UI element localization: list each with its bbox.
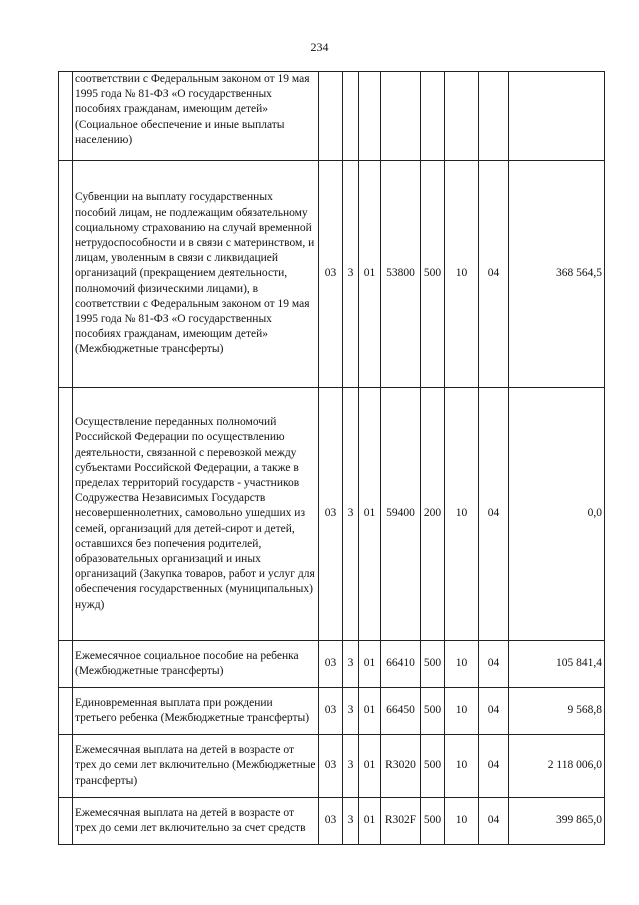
code-cell: 01: [359, 688, 381, 735]
code-cell: 03: [319, 161, 343, 388]
code-cell: 01: [359, 798, 381, 845]
item-name-cell: соответствии с Федеральным законом от 19 мая 1995 года № 81-ФЗ «О государственных пособиях гражданам, имеющим детей» (Социальное обеспечение и иные выплаты населению): [73, 72, 319, 161]
code-cell: 59400: [381, 388, 421, 641]
code-cell: [359, 72, 381, 161]
code-cell: 53800: [381, 161, 421, 388]
code-cell: 03: [319, 388, 343, 641]
row-marker-cell: [59, 688, 73, 735]
code-cell: [445, 72, 479, 161]
budget-table: [58, 71, 605, 845]
code-cell: 01: [359, 161, 381, 388]
code-cell: R3020: [381, 735, 421, 798]
amount-cell: 105 841,4: [509, 641, 605, 688]
code-cell: 500: [421, 161, 445, 388]
code-cell: 3: [343, 735, 359, 798]
code-cell: 3: [343, 688, 359, 735]
row-marker-cell: [59, 798, 73, 845]
row-marker-cell: [59, 388, 73, 641]
code-cell: 04: [479, 735, 509, 798]
code-cell: 3: [343, 641, 359, 688]
amount-cell: [509, 72, 605, 161]
code-cell: 66410: [381, 641, 421, 688]
code-cell: 10: [445, 641, 479, 688]
code-cell: 04: [479, 688, 509, 735]
code-cell: 10: [445, 161, 479, 388]
amount-cell: 2 118 006,0: [509, 735, 605, 798]
table-row: [59, 735, 605, 798]
item-name-cell: Ежемесячная выплата на детей в возрасте от трех до семи лет включительно (Межбюджетные трансферты): [73, 735, 319, 798]
code-cell: [381, 72, 421, 161]
code-cell: 3: [343, 388, 359, 641]
code-cell: 3: [343, 161, 359, 388]
code-cell: 03: [319, 798, 343, 845]
row-marker-cell: [59, 72, 73, 161]
table-row: [59, 161, 605, 388]
code-cell: 10: [445, 798, 479, 845]
code-cell: R302F: [381, 798, 421, 845]
table-row: [59, 688, 605, 735]
code-cell: 04: [479, 641, 509, 688]
code-cell: 04: [479, 388, 509, 641]
item-name-cell: Ежемесячная выплата на детей в возрасте от трех до семи лет включительно за счет средств: [73, 798, 319, 845]
code-cell: 03: [319, 688, 343, 735]
code-cell: 01: [359, 388, 381, 641]
code-cell: 04: [479, 161, 509, 388]
amount-cell: 0,0: [509, 388, 605, 641]
code-cell: 500: [421, 641, 445, 688]
table-row: [59, 641, 605, 688]
table-row: [59, 388, 605, 641]
code-cell: [421, 72, 445, 161]
amount-cell: 9 568,8: [509, 688, 605, 735]
amount-cell: 368 564,5: [509, 161, 605, 388]
code-cell: 500: [421, 735, 445, 798]
code-cell: 10: [445, 688, 479, 735]
code-cell: 03: [319, 641, 343, 688]
code-cell: 500: [421, 798, 445, 845]
table-row: [59, 72, 605, 161]
amount-cell: 399 865,0: [509, 798, 605, 845]
code-cell: 10: [445, 388, 479, 641]
code-cell: [319, 72, 343, 161]
item-name-cell: Единовременная выплата при рождении третьего ребенка (Межбюджетные трансферты): [73, 688, 319, 735]
table-row: [59, 798, 605, 845]
code-cell: 04: [479, 798, 509, 845]
item-name-cell: Осуществление переданных полномочий Российской Федерации по осуществлению деятельности, связанной с перевозкой между субъектами Российской Федерации, а также в пределах территорий государств - участников Содружества Независимых Государств несовершеннолетних, самовольно ушедших из семей, организаций для детей-сирот и детей, оставшихся без попечения родителей, образовательных организаций и иных организаций (Закупка товаров, работ и услуг для обеспечения государственных (муниципальных) нужд): [73, 388, 319, 641]
item-name-cell: Ежемесячное социальное пособие на ребенка (Межбюджетные трансферты): [73, 641, 319, 688]
code-cell: 66450: [381, 688, 421, 735]
code-cell: [343, 72, 359, 161]
code-cell: 01: [359, 641, 381, 688]
row-marker-cell: [59, 161, 73, 388]
code-cell: 10: [445, 735, 479, 798]
code-cell: 200: [421, 388, 445, 641]
row-marker-cell: [59, 735, 73, 798]
code-cell: 500: [421, 688, 445, 735]
code-cell: 01: [359, 735, 381, 798]
code-cell: [479, 72, 509, 161]
page-number: 234: [310, 40, 329, 54]
code-cell: 3: [343, 798, 359, 845]
code-cell: 03: [319, 735, 343, 798]
row-marker-cell: [59, 641, 73, 688]
item-name-cell: Субвенции на выплату государственных пособий лицам, не подлежащим обязательному социальному страхованию на случай временной нетрудоспособности и в связи с материнством, и лицам, уволенным в связи с ликвидацией организаций (прекращением деятельности, полномочий физическими лицами), в соответствии с Федеральным законом от 19 мая 1995 года № 81-ФЗ «О государственных пособиях гражданам, имеющим детей» (Межбюджетные трансферты): [73, 161, 319, 388]
